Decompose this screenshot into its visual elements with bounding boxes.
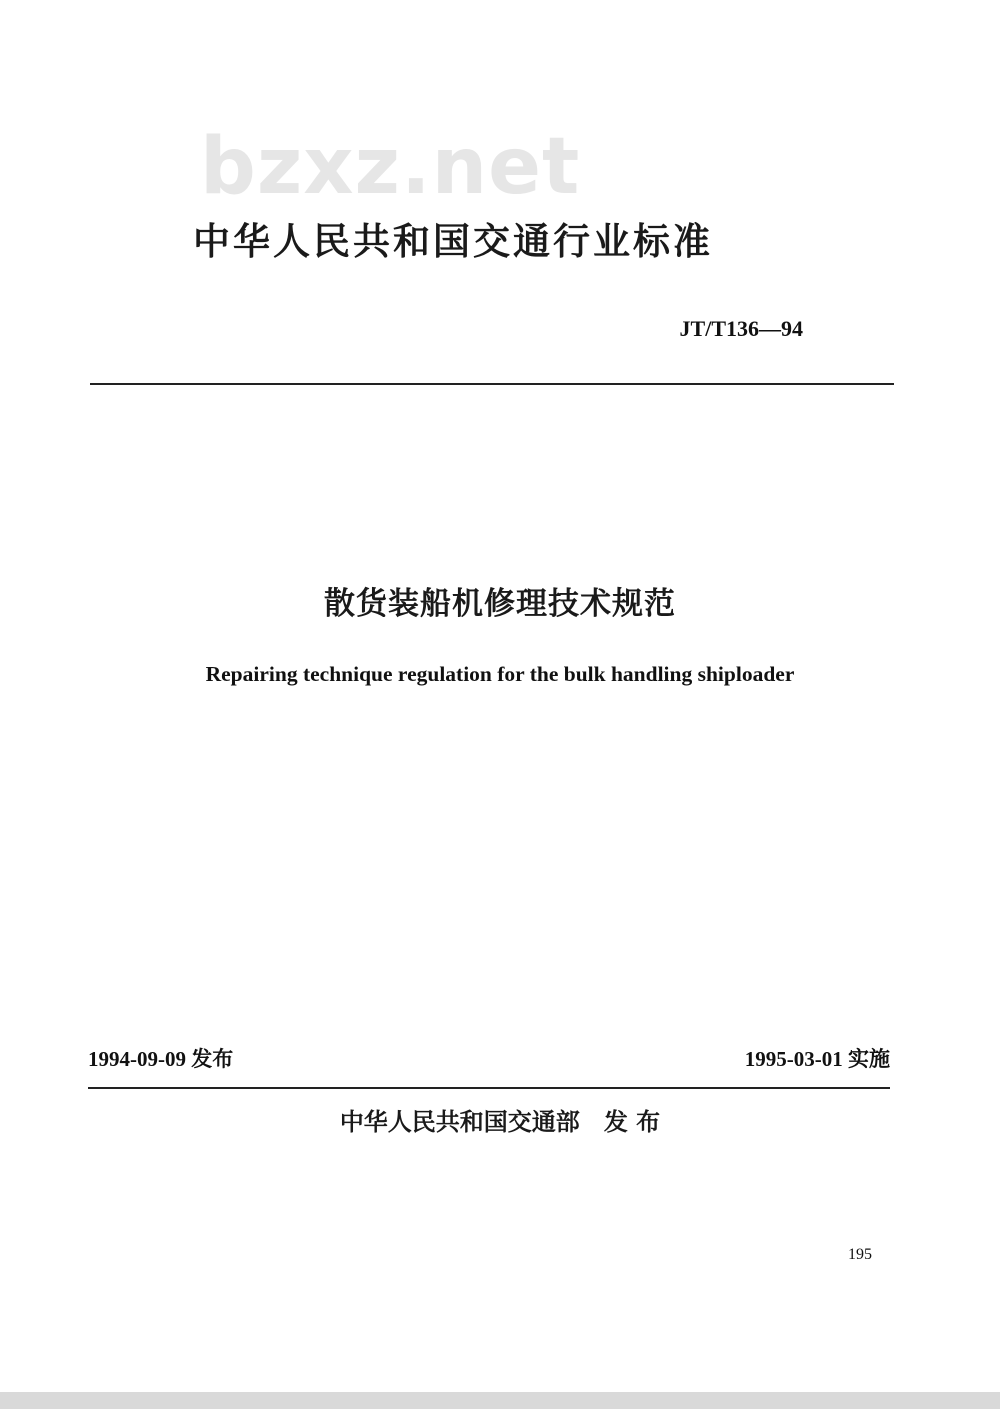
issuer-name: 中华人民共和国交通部: [339, 1108, 580, 1136]
bottom-divider: [88, 1087, 890, 1089]
standard-type-heading: 中华人民共和国交通行业标准: [193, 220, 713, 263]
standard-code: JT/T136—94: [679, 316, 803, 341]
watermark: bzxz.net: [200, 122, 581, 212]
viewer-bottom-strip: [0, 1392, 1000, 1409]
issuer-action: 发 布: [603, 1108, 661, 1136]
top-divider: [90, 383, 894, 385]
page-number: 195: [848, 1246, 872, 1263]
issuer-line: [0, 1102, 1000, 1137]
document-title-chinese: 散货装船机修理技术规范: [324, 586, 676, 622]
implementation-date: 1995-03-01 实施: [744, 1047, 890, 1071]
issue-date: 1994-09-09 发布: [88, 1047, 234, 1071]
document-title-english: Repairing technique regulation for the bulk handling shiploader: [205, 662, 795, 686]
